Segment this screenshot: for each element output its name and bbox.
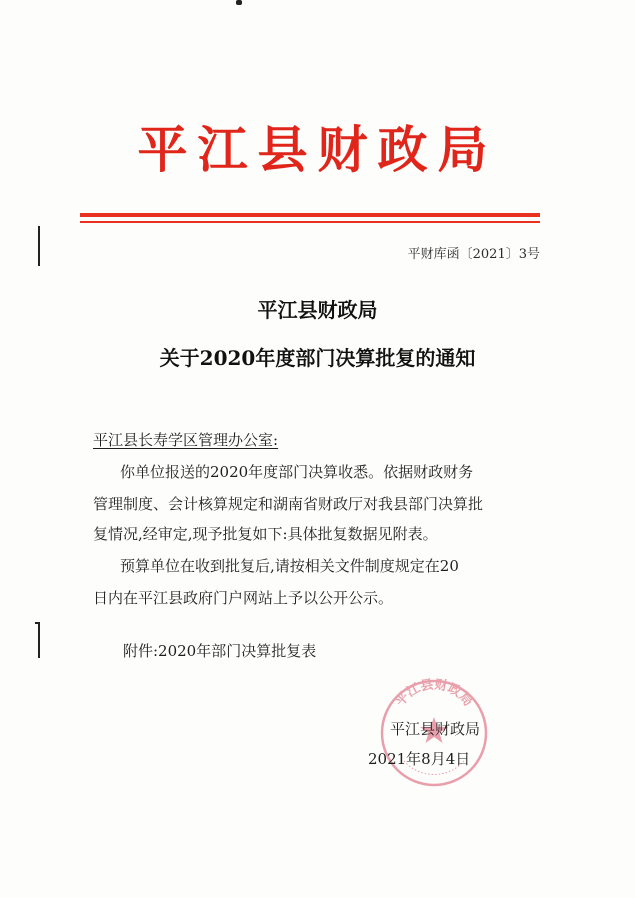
signature-date: 2021年8月4日: [368, 750, 471, 768]
scan-artifact: [38, 622, 40, 658]
letterhead-rule-thick: [80, 213, 540, 217]
body-paragraph-1-line-3: 复情况,经审定,现予批复如下:具体批复数据见附表。: [93, 525, 438, 543]
body-paragraph-2-line-2: 日内在平江县政府门户网站上予以公开公示。: [93, 589, 394, 607]
scan-artifact: [35, 622, 40, 624]
addressee: 平江县长寿学区管理办公室:: [93, 431, 279, 449]
body-paragraph-2-line-1: 预算单位在收到批复后,请按相关文件制度规定在20: [120, 557, 459, 575]
document-title-line-1: 平江县财政局: [257, 298, 378, 322]
signature-organization: 平江县财政局: [390, 720, 481, 738]
attachment-note: 附件:2020年部门决算批复表: [123, 642, 317, 660]
document-title-line-2: 关于2020年度部门决算批复的通知: [159, 346, 476, 370]
scan-artifact: [236, 0, 242, 5]
seal-text: 平江县财政局: [392, 677, 476, 710]
letterhead-title: 平江县财政局: [137, 120, 498, 179]
body-paragraph-1-line-1: 你单位报送的2020年度部门决算收悉。依据财政财务: [120, 463, 474, 481]
body-paragraph-1-line-2: 管理制度、会计核算规定和湖南省财政厅对我县部门决算批: [93, 495, 484, 513]
letterhead-rule-thin: [80, 221, 540, 223]
scan-artifact: [38, 226, 40, 266]
document-number: 平财库函〔2021〕3号: [407, 247, 540, 262]
